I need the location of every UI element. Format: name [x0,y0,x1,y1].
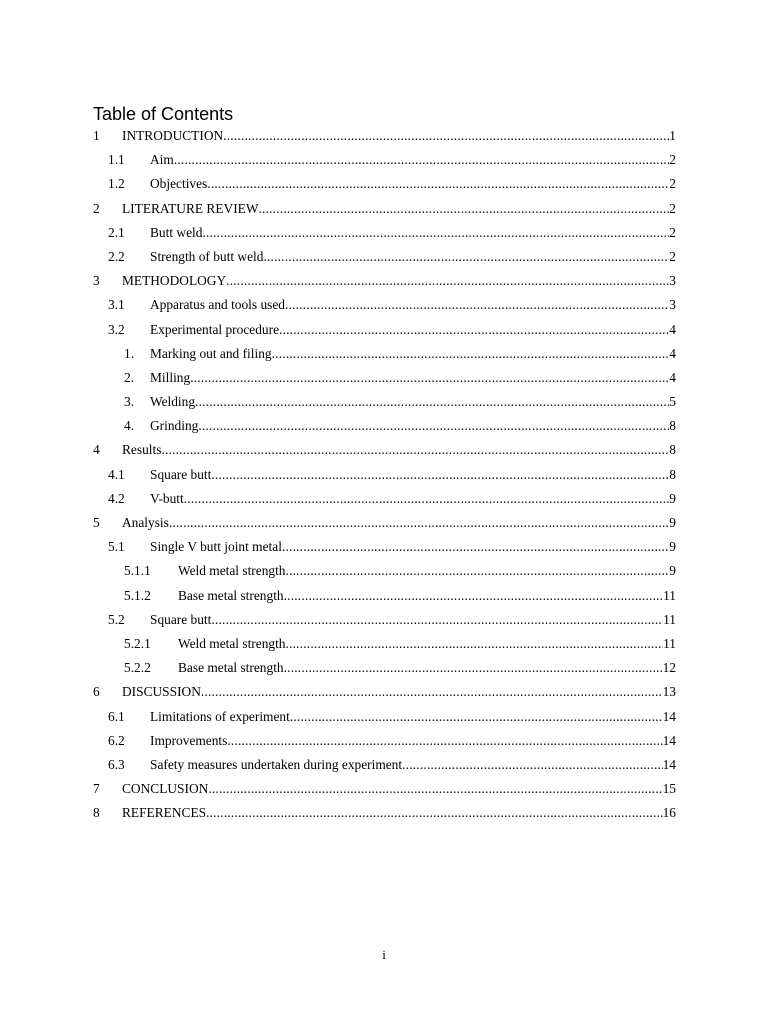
toc-entry-title[interactable]: Analysis [122,515,169,530]
toc-entry-page: 8 [669,418,676,434]
toc-entry[interactable] [0,753,768,777]
toc-entry-number: 1. [124,345,135,361]
toc-dot-leader [198,414,669,438]
toc-dot-leader [286,559,670,583]
toc-dot-leader [285,293,669,317]
toc-dot-leader [223,124,669,148]
toc-dot-leader [206,801,663,825]
toc-entry[interactable] [0,535,768,559]
toc-dot-leader [169,511,669,535]
toc-entry-line [150,487,676,511]
toc-entry-number: 2. [124,369,135,385]
toc-entry[interactable] [0,511,768,535]
toc-list [0,124,768,825]
toc-entry-title[interactable]: Grinding [150,418,199,434]
toc-entry[interactable] [0,221,768,245]
toc-dot-leader [290,705,663,729]
toc-entry[interactable] [0,729,768,753]
toc-entry-line [178,632,676,656]
toc-entry-line [150,245,676,269]
toc-dot-leader [211,463,669,487]
toc-entry-page: 16 [662,805,676,821]
toc-entry-title[interactable]: Single V butt joint metal [150,539,282,555]
toc-entry-page: 9 [669,515,676,530]
toc-entry-number: 3. [124,394,135,410]
toc-entry-line [150,366,676,390]
toc-entry-page: 11 [663,635,676,651]
toc-entry-title[interactable]: Weld metal strength [178,563,286,579]
toc-entry-line [122,438,676,462]
toc-entry-title[interactable]: Marking out and filing [150,345,272,361]
toc-entry[interactable] [0,342,768,366]
toc-entry[interactable] [0,366,768,390]
toc-entry-number: 4.2 [108,490,125,506]
toc-dot-leader [226,269,669,293]
toc-dot-leader [184,487,670,511]
toc-entry-number: 2.2 [108,248,125,264]
toc-entry-page: 13 [662,684,676,700]
toc-entry-title[interactable]: DISCUSSION [122,684,201,700]
toc-entry-line [150,608,676,632]
toc-entry-number: 5.1 [108,539,125,555]
toc-dot-leader [195,390,669,414]
toc-entry-page: 4 [669,369,676,385]
toc-entry-number: 3.1 [108,297,125,313]
toc-entry-title[interactable]: Weld metal strength [178,635,286,651]
toc-dot-leader [272,342,670,366]
toc-entry[interactable] [0,705,768,729]
toc-dot-leader [202,221,669,245]
toc-entry-page: 2 [669,152,676,168]
toc-entry-title[interactable]: Safety measures undertaken during experiment [150,756,403,772]
toc-entry-line [150,148,676,172]
toc-entry-line [150,414,676,438]
toc-entry-line [150,729,676,753]
toc-entry-title[interactable]: Butt weld [150,224,203,240]
toc-dot-leader [402,753,663,777]
toc-entry-page: 9 [669,539,676,555]
toc-entry-title[interactable]: Strength of butt weld [150,248,264,264]
toc-entry-line [150,705,676,729]
toc-entry-page: 14 [662,732,676,748]
toc-entry[interactable] [0,584,768,608]
toc-entry-title[interactable]: Base metal strength [178,660,284,676]
toc-entry[interactable] [0,656,768,680]
toc-entry-number: 4 [93,442,100,458]
toc-entry-number: 3 [93,273,100,289]
toc-dot-leader [190,366,669,390]
toc-entry-line [150,753,676,777]
toc-entry-number: 3.2 [108,321,125,337]
toc-entry-line [122,197,676,221]
toc-entry-line [150,293,676,317]
toc-entry-title[interactable]: Base metal strength [178,587,284,603]
toc-entry-number: 2.1 [108,224,125,240]
toc-entry-page: 11 [663,611,676,627]
toc-entry-number: 5.1.1 [124,563,151,579]
toc-entry[interactable] [0,245,768,269]
toc-entry-page: 4 [669,321,676,337]
toc-entry-number: 2 [93,200,100,216]
toc-entry-title[interactable]: REFERENCES [122,805,207,821]
toc-entry[interactable] [0,148,768,172]
toc-dot-leader [258,197,669,221]
toc-entry-number: 5.2.1 [124,635,151,651]
toc-entry[interactable] [0,632,768,656]
toc-entry-page: 2 [669,248,676,264]
toc-entry-page: 14 [662,756,676,772]
toc-entry-page: 1 [669,128,676,143]
toc-entry[interactable] [0,269,768,293]
toc-entry-title[interactable]: INTRODUCTION [122,128,224,143]
toc-dot-leader [227,729,662,753]
toc-entry-number: 5.2.2 [124,660,151,676]
toc-entry-line [150,390,676,414]
toc-entry[interactable] [0,293,768,317]
toc-entry-page: 12 [662,660,676,676]
toc-entry-title[interactable]: CONCLUSION [122,781,209,797]
toc-entry-page: 5 [669,394,676,410]
toc-dot-leader [282,535,669,559]
toc-entry[interactable] [0,318,768,342]
toc-entry[interactable] [0,172,768,196]
toc-entry-line [122,680,676,704]
toc-entry-title[interactable]: Square butt [150,466,212,482]
toc-entry-line [178,559,676,583]
toc-entry-number: 6.1 [108,708,125,724]
toc-entry-line [150,318,676,342]
toc-entry-title[interactable]: Objectives [150,176,208,192]
toc-entry-page: 8 [669,442,676,458]
page-number: i [382,947,386,962]
toc-entry[interactable] [0,801,768,825]
toc-entry-line [178,656,676,680]
toc-entry-title[interactable]: Limitations of experiment [150,708,290,724]
toc-entry-number: 5.1.2 [124,587,151,603]
toc-entry[interactable] [0,438,768,462]
toc-entry-title[interactable]: V-butt [150,490,184,506]
toc-entry-line [150,535,676,559]
toc-dot-leader [174,148,669,172]
toc-entry-page: 2 [669,200,676,216]
toc-entry-number: 5 [93,515,100,530]
toc-entry-title[interactable]: Aim [150,152,174,168]
toc-entry[interactable] [0,559,768,583]
toc-entry-page: 4 [669,345,676,361]
toc-entry[interactable] [0,414,768,438]
toc-entry-page: 8 [669,466,676,482]
toc-dot-leader [284,656,663,680]
toc-entry-line [122,124,676,148]
toc-dot-leader [279,318,669,342]
toc-entry-line [150,463,676,487]
toc-entry-line [122,777,676,801]
toc-entry-number: 4. [124,418,135,434]
toc-entry-line [150,172,676,196]
toc-entry-number: 1.2 [108,176,125,192]
toc-entry-title[interactable]: METHODOLOGY [122,273,227,289]
toc-entry-line [150,342,676,366]
toc-entry-title[interactable]: Results [122,442,162,458]
toc-entry-title[interactable]: Improvements [150,732,228,748]
toc-dot-leader [208,777,662,801]
toc-entry-number: 1.1 [108,152,125,168]
toc-entry-page: 2 [669,224,676,240]
toc-entry[interactable] [0,608,768,632]
toc-entry-title[interactable]: Square butt [150,611,212,627]
toc-entry-number: 5.2 [108,611,125,627]
toc-dot-leader [284,584,663,608]
toc-entry-number: 6.3 [108,756,125,772]
toc-entry-number: 8 [93,805,100,821]
toc-entry-page: 3 [669,297,676,313]
toc-entry-number: 7 [93,781,100,797]
toc-entry-number: 4.1 [108,466,125,482]
toc-entry-title[interactable]: Milling [150,369,191,385]
toc-entry-page: 9 [669,563,676,579]
toc-entry[interactable] [0,680,768,704]
toc-entry-line [150,221,676,245]
toc-entry-line [122,801,676,825]
toc-entry[interactable] [0,777,768,801]
toc-dot-leader [161,438,669,462]
toc-title: Table of Contents [93,104,234,124]
toc-entry-number: 6 [93,684,100,700]
toc-dot-leader [211,608,663,632]
toc-entry-title[interactable]: Experimental procedure [150,321,280,337]
toc-entry[interactable] [0,197,768,221]
toc-entry-page: 15 [662,781,676,797]
toc-entry[interactable] [0,124,768,148]
toc-entry-number: 6.2 [108,732,125,748]
toc-entry[interactable] [0,390,768,414]
toc-entry-title[interactable]: Apparatus and tools used [150,297,285,313]
toc-entry-number: 1 [93,128,100,143]
toc-dot-leader [286,632,664,656]
toc-entry[interactable] [0,487,768,511]
toc-entry-title[interactable]: Welding [150,394,196,410]
toc-dot-leader [207,172,669,196]
toc-entry-line [122,511,676,535]
toc-entry-title[interactable]: LITERATURE REVIEW [122,200,259,216]
toc-entry-page: 11 [663,587,676,603]
toc-entry-page: 3 [669,273,676,289]
toc-entry-page: 9 [669,490,676,506]
toc-entry-line [178,584,676,608]
toc-entry-line [122,269,676,293]
toc-dot-leader [263,245,669,269]
toc-entry-page: 2 [669,176,676,192]
toc-dot-leader [201,680,663,704]
toc-entry[interactable] [0,463,768,487]
toc-entry-page: 14 [662,708,676,724]
